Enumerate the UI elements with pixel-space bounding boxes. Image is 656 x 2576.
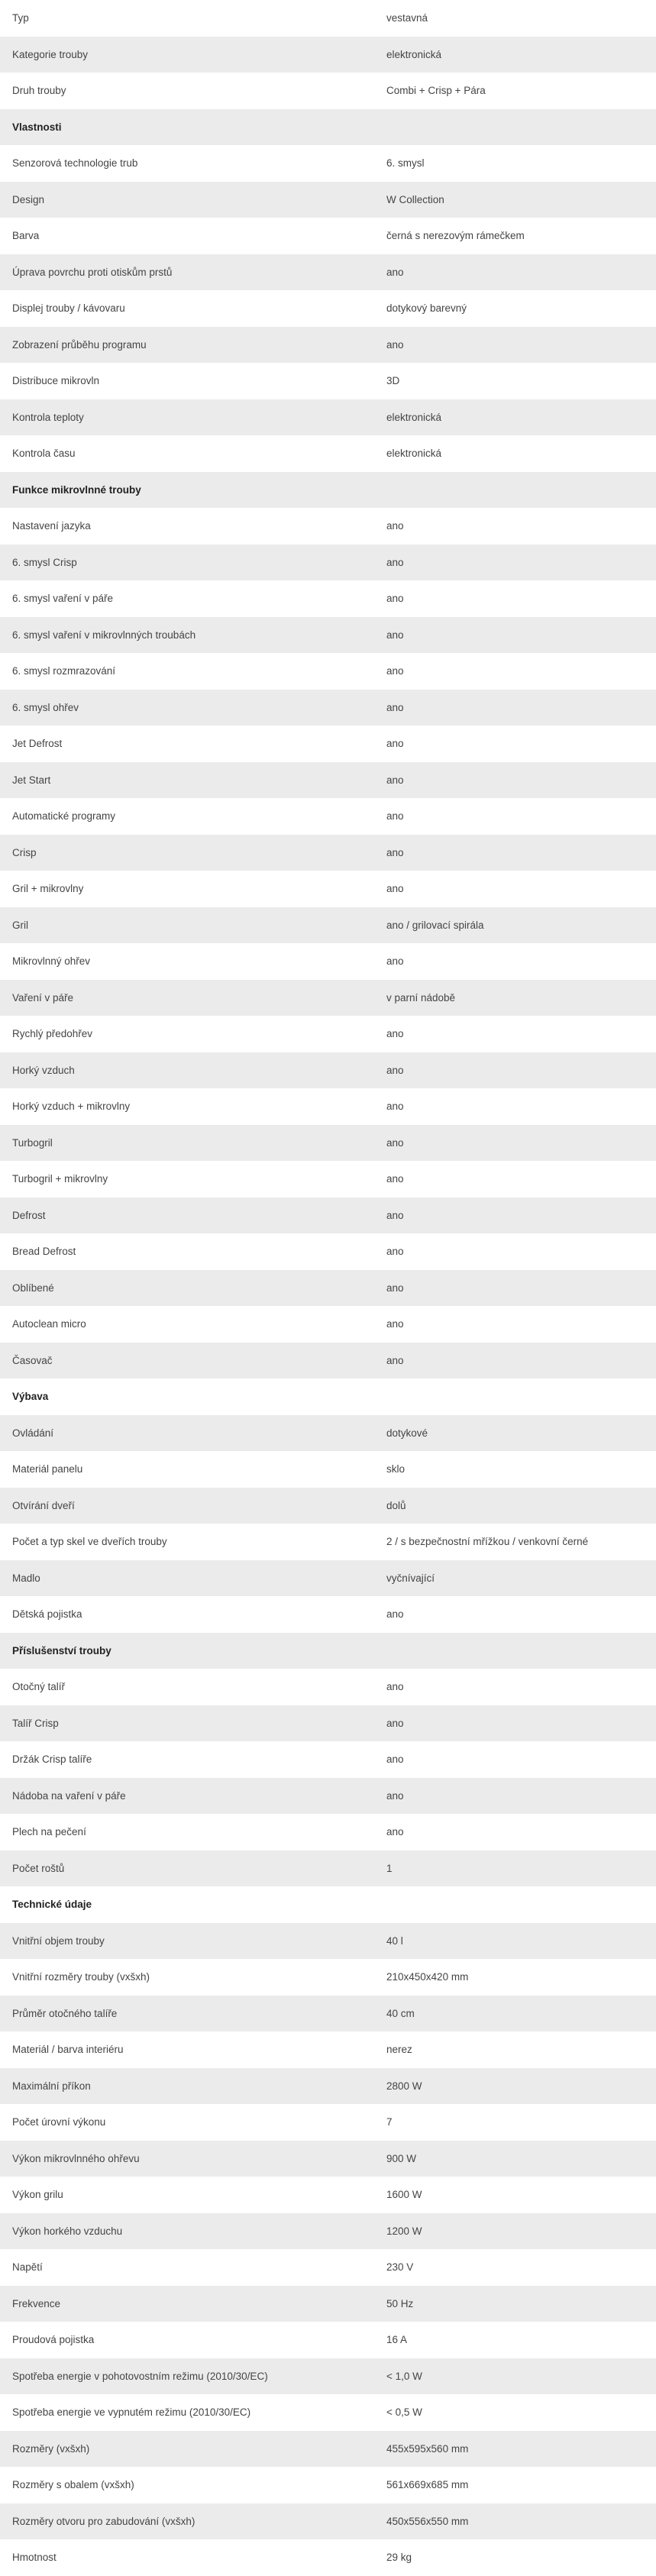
spec-value: 455x595x560 mm (374, 2431, 656, 2468)
spec-label: Typ (0, 0, 374, 37)
spec-label: Rozměry otvoru pro zabudování (vxšxh) (0, 2503, 374, 2540)
spec-row (0, 1016, 656, 1052)
spec-label: Oblíbené (0, 1270, 374, 1307)
spec-row (0, 182, 656, 218)
spec-label: Napětí (0, 2249, 374, 2286)
spec-value: 40 l (374, 1923, 656, 1960)
spec-row (0, 2249, 656, 2286)
spec-label: Gril + mikrovlny (0, 871, 374, 907)
spec-value: ano (374, 1814, 656, 1850)
spec-row (0, 254, 656, 291)
spec-value: ano (374, 508, 656, 545)
spec-row (0, 1669, 656, 1705)
spec-value: ano (374, 653, 656, 690)
spec-value: ano (374, 1198, 656, 1234)
spec-value: 450x556x550 mm (374, 2503, 656, 2540)
section-header-row (0, 1378, 656, 1415)
spec-label: 6. smysl rozmrazování (0, 653, 374, 690)
spec-row (0, 1996, 656, 2032)
spec-value: 2800 W (374, 2068, 656, 2105)
spec-row (0, 2322, 656, 2358)
spec-value: ano (374, 1741, 656, 1778)
spec-label: Autoclean micro (0, 1306, 374, 1343)
spec-row (0, 1306, 656, 1343)
spec-value: dotykové (374, 1415, 656, 1452)
spec-row (0, 943, 656, 980)
spec-label: Gril (0, 907, 374, 944)
spec-value: Combi + Crisp + Pára (374, 73, 656, 109)
spec-value: ano (374, 1233, 656, 1270)
spec-value: 40 cm (374, 1996, 656, 2032)
spec-label: Úprava povrchu proti otiskům prstů (0, 254, 374, 291)
section-header-row (0, 472, 656, 509)
spec-value: ano / grilovací spirála (374, 907, 656, 944)
spec-row (0, 1052, 656, 1089)
spec-row (0, 653, 656, 690)
section-header-row (0, 109, 656, 146)
spec-label: Maximální příkon (0, 2068, 374, 2105)
spec-row (0, 0, 656, 37)
spec-row (0, 1415, 656, 1452)
spec-label: Dětská pojistka (0, 1596, 374, 1633)
spec-label: 6. smysl Crisp (0, 545, 374, 581)
spec-label: Výkon horkého vzduchu (0, 2213, 374, 2250)
spec-row (0, 1451, 656, 1488)
spec-label: Kategorie trouby (0, 37, 374, 73)
spec-row (0, 617, 656, 654)
spec-value: elektronická (374, 399, 656, 436)
spec-label: Bread Defrost (0, 1233, 374, 1270)
spec-label: Zobrazení průběhu programu (0, 327, 374, 364)
spec-value: nerez (374, 2031, 656, 2068)
spec-row (0, 2394, 656, 2431)
spec-label: Jet Start (0, 762, 374, 799)
spec-value: 1 (374, 1850, 656, 1887)
spec-value: 561x669x685 mm (374, 2467, 656, 2503)
spec-value: 3D (374, 363, 656, 399)
spec-value: dolů (374, 1488, 656, 1524)
spec-label: Počet úrovní výkonu (0, 2104, 374, 2141)
spec-row (0, 1814, 656, 1850)
spec-label: Spotřeba energie ve vypnutém režimu (2010/30/EC) (0, 2394, 374, 2431)
spec-row (0, 1959, 656, 1996)
spec-label: Časovač (0, 1343, 374, 1379)
spec-row (0, 2467, 656, 2503)
spec-value: vestavná (374, 0, 656, 37)
spec-label: Nastavení jazyka (0, 508, 374, 545)
section-title: Funkce mikrovlnné trouby (0, 472, 656, 509)
spec-label: Barva (0, 218, 374, 254)
spec-row (0, 871, 656, 907)
spec-row (0, 726, 656, 762)
spec-value: ano (374, 1596, 656, 1633)
spec-value: ano (374, 1016, 656, 1052)
spec-row (0, 1233, 656, 1270)
spec-label: Výkon grilu (0, 2177, 374, 2213)
spec-label: Materiál panelu (0, 1451, 374, 1488)
spec-value: ano (374, 1778, 656, 1815)
spec-row (0, 37, 656, 73)
spec-row (0, 399, 656, 436)
spec-value: ano (374, 871, 656, 907)
spec-label: Rozměry s obalem (vxšxh) (0, 2467, 374, 2503)
spec-label: Displej trouby / kávovaru (0, 290, 374, 327)
spec-label: Vaření v páře (0, 980, 374, 1017)
spec-value: ano (374, 1705, 656, 1742)
spec-row (0, 145, 656, 182)
spec-label: Rozměry (vxšxh) (0, 2431, 374, 2468)
spec-row (0, 1741, 656, 1778)
spec-row (0, 545, 656, 581)
spec-label: Počet a typ skel ve dveřích trouby (0, 1524, 374, 1560)
section-header-row (0, 1633, 656, 1669)
spec-row (0, 980, 656, 1017)
spec-value: ano (374, 1052, 656, 1089)
spec-value: ano (374, 1125, 656, 1162)
spec-row (0, 435, 656, 472)
spec-label: Otvírání dveří (0, 1488, 374, 1524)
spec-label: Senzorová technologie trub (0, 145, 374, 182)
spec-row (0, 2104, 656, 2141)
spec-row (0, 690, 656, 726)
spec-label: Materiál / barva interiéru (0, 2031, 374, 2068)
spec-value: 50 Hz (374, 2286, 656, 2322)
section-header-row (0, 1886, 656, 1923)
spec-value: 2 / s bezpečnostní mřížkou / venkovní černé (374, 1524, 656, 1560)
spec-value: elektronická (374, 435, 656, 472)
spec-label: Crisp (0, 835, 374, 871)
spec-label: Ovládání (0, 1415, 374, 1452)
spec-label: Automatické programy (0, 798, 374, 835)
spec-value: ano (374, 1161, 656, 1198)
spec-value: elektronická (374, 37, 656, 73)
spec-label: Hmotnost (0, 2539, 374, 2576)
spec-row (0, 2286, 656, 2322)
spec-label: Distribuce mikrovln (0, 363, 374, 399)
spec-label: Otočný talíř (0, 1669, 374, 1705)
spec-row (0, 580, 656, 617)
spec-value: dotykový barevný (374, 290, 656, 327)
spec-label: 6. smysl vaření v páře (0, 580, 374, 617)
spec-label: Plech na pečení (0, 1814, 374, 1850)
spec-value: 6. smysl (374, 145, 656, 182)
spec-row (0, 1270, 656, 1307)
spec-row (0, 1524, 656, 1560)
spec-row (0, 2177, 656, 2213)
spec-row (0, 73, 656, 109)
spec-label: Horký vzduch + mikrovlny (0, 1088, 374, 1125)
section-title: Vlastnosti (0, 109, 656, 146)
spec-row (0, 1088, 656, 1125)
spec-row (0, 2503, 656, 2540)
spec-label: Držák Crisp talíře (0, 1741, 374, 1778)
spec-row (0, 2358, 656, 2395)
spec-value: ano (374, 1270, 656, 1307)
spec-label: Talíř Crisp (0, 1705, 374, 1742)
spec-label: Vnitřní objem trouby (0, 1923, 374, 1960)
spec-label: Počet roštů (0, 1850, 374, 1887)
spec-value: 29 kg (374, 2539, 656, 2576)
spec-value: 900 W (374, 2141, 656, 2177)
spec-value: 1600 W (374, 2177, 656, 2213)
spec-row (0, 2068, 656, 2105)
spec-value: ano (374, 545, 656, 581)
spec-value: ano (374, 835, 656, 871)
spec-value: < 1,0 W (374, 2358, 656, 2395)
spec-value: černá s nerezovým rámečkem (374, 218, 656, 254)
section-title: Technické údaje (0, 1886, 656, 1923)
spec-label: Horký vzduch (0, 1052, 374, 1089)
spec-row (0, 1596, 656, 1633)
section-title: Výbava (0, 1378, 656, 1415)
spec-row (0, 907, 656, 944)
spec-value: ano (374, 327, 656, 364)
spec-label: Madlo (0, 1560, 374, 1597)
spec-value: 7 (374, 2104, 656, 2141)
spec-value: 1200 W (374, 2213, 656, 2250)
spec-label: Turbogril + mikrovlny (0, 1161, 374, 1198)
spec-value: sklo (374, 1451, 656, 1488)
spec-value: vyčnívající (374, 1560, 656, 1597)
spec-label: Spotřeba energie v pohotovostním režimu (2010/30/EC) (0, 2358, 374, 2395)
spec-label: Kontrola času (0, 435, 374, 472)
spec-row (0, 798, 656, 835)
spec-value: ano (374, 726, 656, 762)
spec-value: ano (374, 580, 656, 617)
spec-row (0, 218, 656, 254)
spec-label: Vnitřní rozměry trouby (vxšxh) (0, 1959, 374, 1996)
spec-value: 210x450x420 mm (374, 1959, 656, 1996)
spec-label: Rychlý předohřev (0, 1016, 374, 1052)
spec-value: < 0,5 W (374, 2394, 656, 2431)
spec-row (0, 2141, 656, 2177)
spec-row (0, 1778, 656, 1815)
spec-row (0, 2031, 656, 2068)
spec-row (0, 363, 656, 399)
spec-row (0, 2539, 656, 2576)
spec-label: Turbogril (0, 1125, 374, 1162)
spec-label: Průměr otočného talíře (0, 1996, 374, 2032)
spec-value: ano (374, 943, 656, 980)
spec-value: ano (374, 617, 656, 654)
spec-value: ano (374, 254, 656, 291)
spec-row (0, 2213, 656, 2250)
spec-label: Výkon mikrovlnného ohřevu (0, 2141, 374, 2177)
spec-value: ano (374, 1306, 656, 1343)
spec-row (0, 1161, 656, 1198)
section-title: Příslušenství trouby (0, 1633, 656, 1669)
spec-value: ano (374, 798, 656, 835)
spec-value: W Collection (374, 182, 656, 218)
spec-row (0, 1705, 656, 1742)
spec-value: ano (374, 1088, 656, 1125)
spec-value: 16 A (374, 2322, 656, 2358)
spec-label: Defrost (0, 1198, 374, 1234)
spec-label: Frekvence (0, 2286, 374, 2322)
spec-label: Mikrovlnný ohřev (0, 943, 374, 980)
spec-label: Jet Defrost (0, 726, 374, 762)
spec-row (0, 327, 656, 364)
spec-row (0, 1198, 656, 1234)
spec-row (0, 835, 656, 871)
spec-label: 6. smysl ohřev (0, 690, 374, 726)
spec-row (0, 1850, 656, 1887)
spec-row (0, 1923, 656, 1960)
spec-value: ano (374, 1669, 656, 1705)
spec-value: ano (374, 1343, 656, 1379)
spec-value: ano (374, 690, 656, 726)
spec-label: Druh trouby (0, 73, 374, 109)
spec-value: ano (374, 762, 656, 799)
spec-row (0, 508, 656, 545)
spec-label: Design (0, 182, 374, 218)
spec-label: 6. smysl vaření v mikrovlnných troubách (0, 617, 374, 654)
spec-row (0, 1560, 656, 1597)
spec-row (0, 1125, 656, 1162)
spec-row (0, 2431, 656, 2468)
spec-label: Nádoba na vaření v páře (0, 1778, 374, 1815)
spec-label: Proudová pojistka (0, 2322, 374, 2358)
spec-row (0, 1343, 656, 1379)
spec-row (0, 762, 656, 799)
spec-row (0, 1488, 656, 1524)
spec-row (0, 290, 656, 327)
spec-label: Kontrola teploty (0, 399, 374, 436)
spec-value: 230 V (374, 2249, 656, 2286)
spec-value: v parní nádobě (374, 980, 656, 1017)
